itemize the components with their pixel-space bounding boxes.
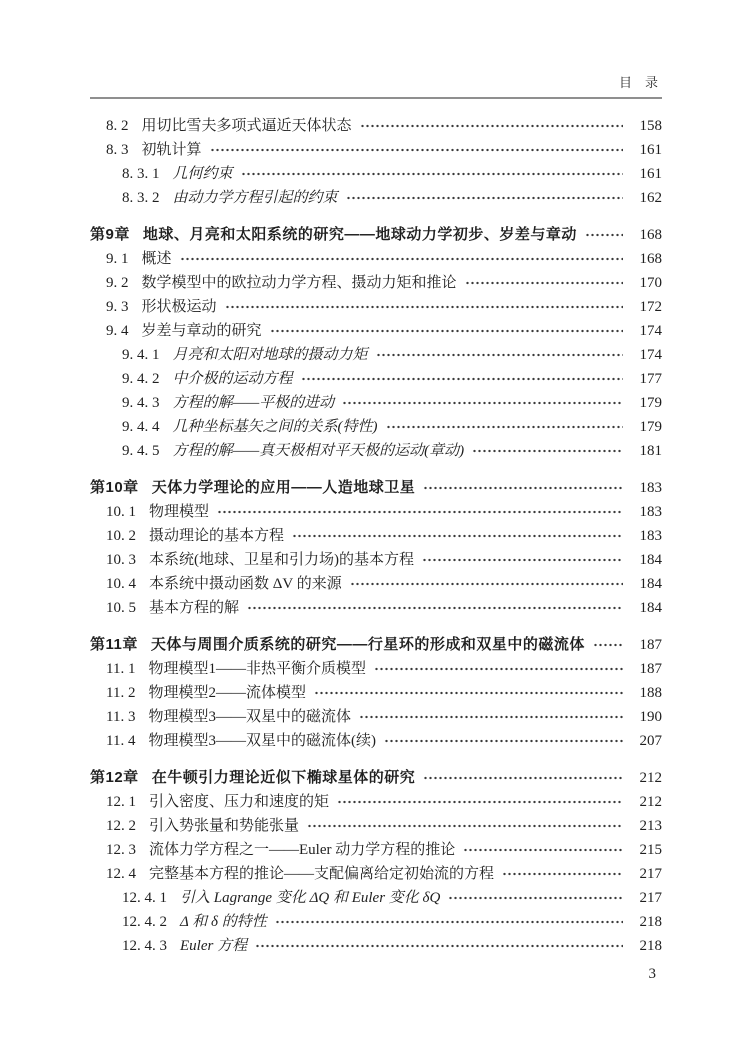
running-header [90,76,662,90]
toc-entry-number: 12. 4. 2 [122,914,167,930]
toc-entry-number: 9. 4 [106,323,129,339]
toc-entry-page: 207 [639,733,662,749]
toc-entry-number: 10. 3 [106,552,136,568]
toc-entry-row [90,862,662,886]
toc-entry-number: 12. 3 [106,842,136,858]
toc-entry-row [90,500,662,524]
toc-entry-row [90,247,662,271]
toc-entry-title: 天体力学理论的应用——人造地球卫星 [151,479,416,496]
dot-leader [292,530,623,542]
toc-entry-page: 162 [639,190,662,206]
dot-leader [247,602,623,614]
toc-entry-title: Δ 和 δ 的特性 [180,914,267,930]
dot-leader [301,373,623,385]
toc-entry-number: 11. 2 [106,685,136,701]
toc-entry-row [90,367,662,391]
toc-chapter-row [90,633,662,657]
toc-entry-title: 地球、月亮和太阳系统的研究——地球动力学初步、岁差与章动 [142,226,577,243]
dot-leader [360,120,623,132]
toc-entry-number: 12. 4. 1 [122,890,167,906]
toc-entry-row [90,705,662,729]
toc-entry-row [90,162,662,186]
toc-entry-page: 179 [639,419,662,435]
dot-leader [374,663,623,675]
toc-entry-row [90,596,662,620]
toc-entry-number: 9. 3 [106,299,129,315]
toc-entry-row [90,910,662,934]
toc-entry-row [90,186,662,210]
toc-entry-page: 184 [639,600,662,616]
toc-entry-title: 岁差与章动的研究 [141,323,262,339]
dot-leader [448,892,623,904]
toc-entry-page: 168 [639,227,662,243]
toc-entry-number: 8. 3. 1 [122,166,160,182]
dot-leader [225,301,623,313]
dot-leader [217,506,623,518]
toc-entry-row [90,814,662,838]
toc-entry-title: 摄动理论的基本方程 [149,528,285,544]
dot-leader [376,349,623,361]
header-rule [90,97,662,99]
toc-entry-number: 8. 3. 2 [122,190,160,206]
toc-entry-number: 第11章 [90,636,138,653]
toc-entry-page: 172 [639,299,662,315]
toc-entry-row [90,319,662,343]
dot-leader [307,820,623,832]
toc-entry-row [90,681,662,705]
dot-leader [275,916,623,928]
dot-leader [502,868,623,880]
toc-entry-row [90,439,662,463]
toc-entry-number: 12. 2 [106,818,136,834]
dot-leader [463,844,623,856]
dot-leader [210,144,623,156]
toc-entry-page: 188 [639,685,662,701]
toc-entry-title: 方程的解——真天极相对平天极的运动(章动) [172,443,465,459]
toc-entry-row [90,790,662,814]
toc-chapter-row [90,476,662,500]
toc-entry-title: 流体力学方程之一——Euler 动力学方程的推论 [149,842,456,858]
toc-entry-page: 177 [639,371,662,387]
toc-entry-title: 物理模型3——双星中的磁流体(续) [148,733,376,749]
toc-entry-number: 9. 4. 2 [122,371,160,387]
toc-entry-row [90,934,662,958]
toc-entry-row [90,524,662,548]
page-number: 3 [648,966,656,982]
dot-leader [423,482,623,494]
toc-entry-page: 187 [639,661,662,677]
toc-entry-title: 引入 Lagrange 变化 ΔQ 和 Euler 变化 δQ [180,890,441,906]
toc-entry-number: 第10章 [90,479,139,496]
toc-entry-number: 9. 2 [106,275,129,291]
dot-leader [255,940,623,952]
page-content [90,76,662,958]
toc-entry-number: 9. 4. 1 [122,347,160,363]
dot-leader [270,325,623,337]
dot-leader [423,772,623,784]
dot-leader [593,639,623,651]
toc-entry-page: 183 [639,480,662,496]
toc-entry-number: 第12章 [90,769,139,786]
toc-entry-title: 方程的解——平极的进动 [172,395,335,411]
toc-entry-title: 引入密度、压力和速度的矩 [149,794,330,810]
toc-entry-number: 10. 4 [106,576,136,592]
toc-entry-row [90,657,662,681]
toc-entry-number: 11. 4 [106,733,136,749]
toc-entry-number: 11. 1 [106,661,136,677]
toc-entry-row [90,886,662,910]
dot-leader [386,421,624,433]
dot-leader [241,168,623,180]
toc-entry-number: 10. 5 [106,600,136,616]
toc-entry-page: 183 [639,528,662,544]
toc-entry-page: 183 [639,504,662,520]
toc-entry-page: 161 [639,142,662,158]
toc-entry-page: 217 [639,890,662,906]
toc-entry-number: 11. 3 [106,709,136,725]
toc-entry-title: 形状极运动 [141,299,217,315]
toc-entry-title: 本系统(地球、卫星和引力场)的基本方程 [149,552,414,568]
toc-entry-page: 184 [639,552,662,568]
toc-entry-page: 190 [639,709,662,725]
toc-entry-row [90,838,662,862]
toc-entry-title: 几种坐标基矢之间的关系(特性) [172,419,378,435]
dot-leader [422,554,623,566]
toc-entry-number: 8. 2 [106,118,129,134]
toc-entry-number: 9. 4. 5 [122,443,160,459]
toc-entry-title: 几何约束 [172,166,233,182]
toc-entry-title: 本系统中摄动函数 ΔV 的来源 [149,576,342,592]
toc-entry-number: 12. 4 [106,866,136,882]
toc-entry-title: 物理模型2——流体模型 [148,685,306,701]
toc-entry-title: 物理模型 [149,504,210,520]
toc-entry-page: 212 [639,794,662,810]
toc-entry-row [90,548,662,572]
toc-entry-page: 161 [639,166,662,182]
dot-leader [346,192,623,204]
toc-chapter-row [90,223,662,247]
toc-entry-number: 12. 4. 3 [122,938,167,954]
toc-entry-page: 174 [639,347,662,363]
toc-entry-row [90,271,662,295]
toc-entry-page: 184 [639,576,662,592]
dot-leader [350,578,623,590]
toc-entry-page: 174 [639,323,662,339]
toc-entry-title: 数学模型中的欧拉动力学方程、摄动力矩和推论 [141,275,457,291]
toc-entry-number: 第9章 [90,226,130,243]
toc-entry-row [90,729,662,753]
dot-leader [337,796,623,808]
page-footer [649,966,657,983]
toc-entry-title: 基本方程的解 [149,600,240,616]
toc-entry-row [90,415,662,439]
toc-entry-title: 初轨计算 [141,142,202,158]
toc-entry-page: 213 [639,818,662,834]
toc-entry-page: 215 [639,842,662,858]
toc-entry-page: 168 [639,251,662,267]
toc-entry-row [90,114,662,138]
toc-entry-page: 181 [639,443,662,459]
toc-entry-number: 8. 3 [106,142,129,158]
dot-leader [314,687,623,699]
dot-leader [180,253,623,265]
toc-entry-title: 物理模型3——双星中的磁流体 [148,709,351,725]
toc-list [90,114,662,958]
toc-entry-page: 212 [639,770,662,786]
toc-entry-title: 天体与周围介质系统的研究——行星环的形成和双星中的磁流体 [150,636,585,653]
toc-entry-page: 187 [639,637,662,653]
toc-entry-title: 概述 [141,251,172,267]
dot-leader [384,735,623,747]
toc-entry-title: 物理模型1——非热平衡介质模型 [148,661,366,677]
dot-leader [472,445,623,457]
toc-entry-number: 10. 2 [106,528,136,544]
toc-entry-title: 由动力学方程引起的约束 [172,190,338,206]
toc-entry-number: 9. 4. 4 [122,419,160,435]
toc-entry-title: 用切比雪夫多项式逼近天体状态 [141,118,352,134]
toc-entry-page: 170 [639,275,662,291]
toc-entry-row [90,391,662,415]
toc-entry-number: 12. 1 [106,794,136,810]
running-header-title: 目 录 [618,75,658,90]
toc-entry-title: 引入势张量和势能张量 [149,818,300,834]
toc-entry-number: 10. 1 [106,504,136,520]
dot-leader [465,277,623,289]
toc-entry-title: 在牛顿引力理论近似下椭球星体的研究 [151,769,416,786]
toc-entry-row [90,138,662,162]
dot-leader [342,397,623,409]
toc-entry-page: 218 [639,914,662,930]
toc-entry-title: 中介极的运动方程 [172,371,293,387]
toc-entry-title: 完整基本方程的推论——支配偏离给定初始流的方程 [149,866,495,882]
toc-entry-number: 9. 4. 3 [122,395,160,411]
toc-entry-title: 月亮和太阳对地球的摄动力矩 [172,347,368,363]
toc-entry-page: 179 [639,395,662,411]
toc-entry-row [90,572,662,596]
dot-leader [359,711,623,723]
toc-chapter-row [90,766,662,790]
toc-entry-row [90,295,662,319]
toc-entry-row [90,343,662,367]
toc-entry-title: Euler 方程 [180,938,248,954]
toc-entry-page: 218 [639,938,662,954]
toc-entry-number: 9. 1 [106,251,129,267]
toc-entry-page: 158 [639,118,662,134]
toc-entry-page: 217 [639,866,662,882]
dot-leader [585,229,623,241]
